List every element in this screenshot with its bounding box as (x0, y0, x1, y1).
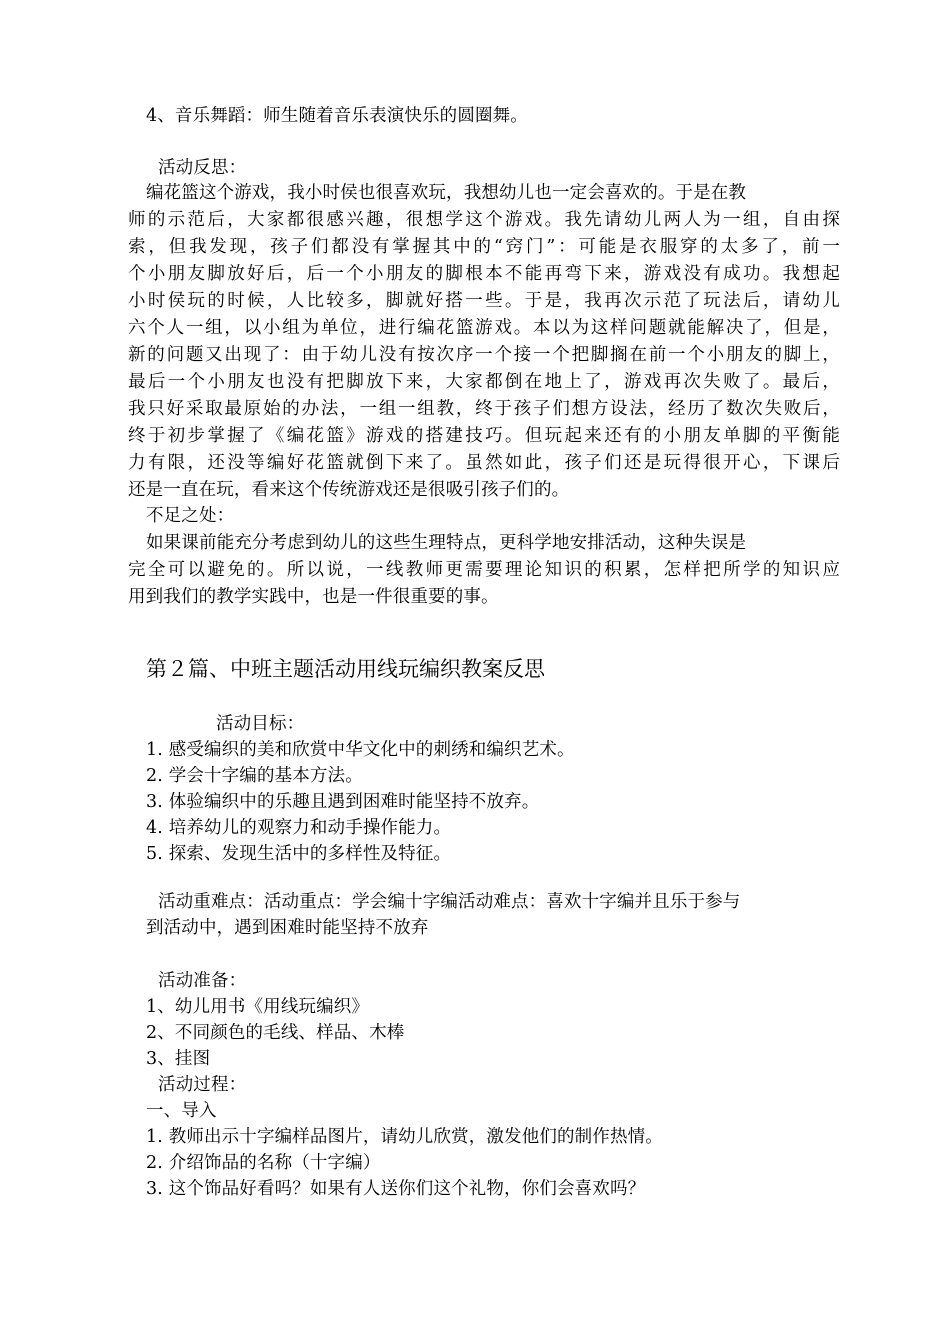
reflection-paragraph-line: 小时侯玩的时候，人比较多，脚就好搭一些。于是，我再次示范了玩法后，请幼儿 (128, 291, 840, 311)
section-title: 第２篇、中班主题活动用线玩编织教案反思 (146, 657, 545, 681)
key-points-line: 活动重难点：活动重点：学会编十字编活动难点：喜欢十字编并且乐于参与 (158, 892, 741, 912)
shortcoming-paragraph-line: 用到我们的教学实践中，也是一件很重要的事。 (128, 587, 499, 607)
reflection-paragraph-line: 六个人一组，以小组为单位，进行编花篮游戏。本以为这样问题就能解决了，但是， (128, 318, 840, 338)
goal-item: 2. 学会十字编的基本方法。 (146, 766, 363, 786)
shortcoming-paragraph-line: 如果课前能充分考虑到幼儿的这些生理特点，更科学地安排活动，这种失误是 (146, 533, 747, 553)
process-heading: 活动过程： (158, 1075, 247, 1095)
reflection-paragraph-line: 力有限，还没等编好花篮就倒下来了。虽然如此，孩子们还是玩得很开心，下课后 (128, 453, 840, 473)
reflection-paragraph-line: 我只好采取最原始的办法，一组一组教，终于孩子们想方设法，经历了数次失败后， (128, 399, 840, 419)
goal-item: 3. 体验编织中的乐趣且遇到困难时能坚持不放弃。 (146, 792, 540, 812)
process-step: 一、导入 (146, 1101, 217, 1121)
reflection-paragraph-line: 个小朋友脚放好后，后一个小朋友的脚根本不能再弯下来，游戏没有成功。我想起 (128, 264, 840, 284)
process-item: 1. 教师出示十字编样品图片，请幼儿欣赏，激发他们的制作热情。 (146, 1127, 663, 1147)
reflection-paragraph-line: 编花篮这个游戏，我小时侯也很喜欢玩，我想幼儿也一定会喜欢的。于是在教 (146, 183, 747, 203)
activity-step-4: 4、音乐舞蹈：师生随着音乐表演快乐的圆圈舞。 (146, 106, 528, 126)
reflection-heading: 活动反思： (158, 158, 247, 178)
goal-item: 1. 感受编织的美和欣赏中华文化中的刺绣和编织艺术。 (146, 740, 575, 760)
process-item: 2. 介绍饰品的名称（十字编） (146, 1153, 381, 1173)
prep-item: 3、挂图 (146, 1049, 211, 1069)
reflection-paragraph-line: 索，但我发现，孩子们都没有掌握其中的“窍门”：可能是衣服穿的太多了，前一 (128, 237, 840, 257)
prep-item: 2、不同颜色的毛线、样品、木棒 (146, 1023, 405, 1043)
prep-heading: 活动准备： (158, 971, 247, 991)
reflection-paragraph-line: 还是一直在玩，看来这个传统游戏还是很吸引孩子们的。 (128, 480, 570, 500)
reflection-paragraph-line: 师的示范后，大家都很感兴趣，很想学这个游戏。我先请幼儿两人为一组，自由探 (128, 210, 840, 230)
goals-heading: 活动目标： (216, 714, 305, 734)
reflection-paragraph-line: 终于初步掌握了《编花篮》游戏的搭建技巧。但玩起来还有的小朋友单脚的平衡能 (128, 426, 840, 446)
reflection-paragraph-line: 最后一个小朋友也没有把脚放下来，大家都倒在地上了，游戏再次失败了。最后， (128, 372, 840, 392)
process-item: 3. 这个饰品好看吗？如果有人送你们这个礼物，你们会喜欢吗？ (146, 1179, 646, 1199)
shortcoming-paragraph-line: 完全可以避免的。所以说，一线教师更需要理论知识的积累，怎样把所学的知识应 (128, 560, 840, 580)
prep-item: 1、幼儿用书《用线玩编织》 (146, 997, 370, 1017)
goal-item: 4. 培养幼儿的观察力和动手操作能力。 (146, 818, 452, 838)
key-points-line: 到活动中，遇到困难时能坚持不放弃 (146, 918, 429, 938)
goal-item: 5. 探索、发现生活中的多样性及特征。 (146, 844, 452, 864)
reflection-paragraph-line: 新的问题又出现了：由于幼儿没有按次序一个接一个把脚搁在前一个小朋友的脚上， (128, 345, 840, 365)
shortcoming-heading: 不足之处： (146, 506, 235, 526)
